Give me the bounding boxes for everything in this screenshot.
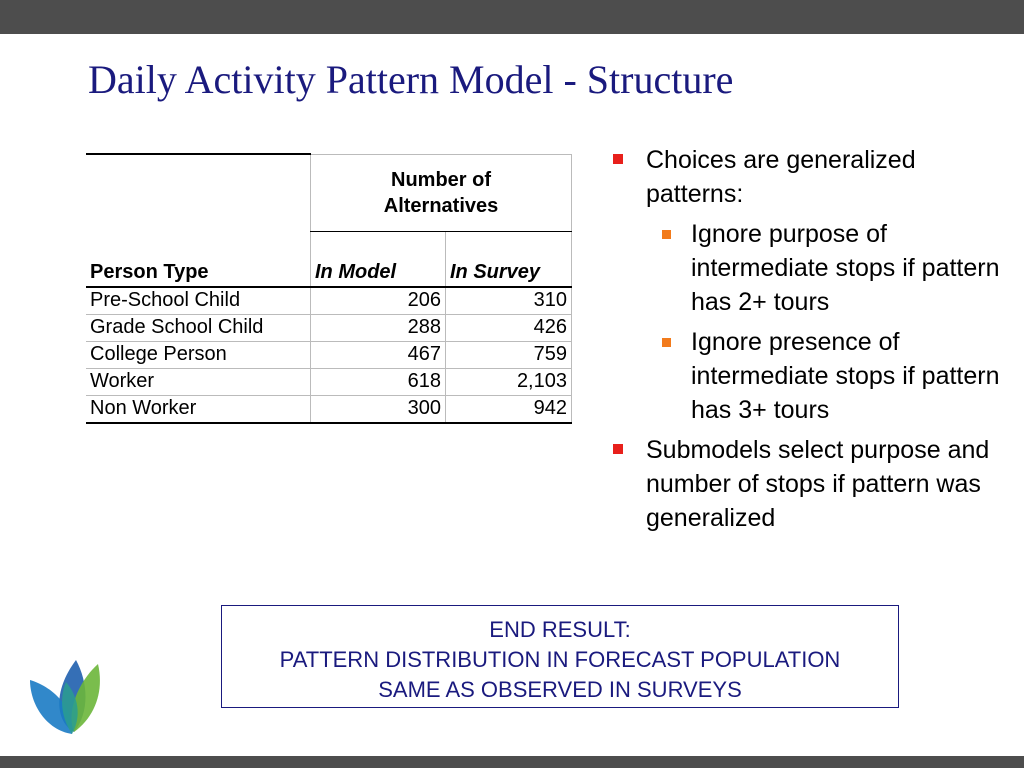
header-group-text: Number of Alternatives (383, 168, 499, 217)
cell-in-survey: 942 (446, 395, 572, 423)
sub-bullet-item (608, 217, 1008, 319)
result-line-1: END RESULT: (489, 617, 631, 642)
bottom-bar (0, 756, 1024, 768)
table-row (86, 341, 572, 368)
bullet-list (608, 143, 1008, 541)
sub-bullet-item (608, 325, 1008, 427)
cell-in-survey: 426 (446, 314, 572, 341)
bullet-text: Choices are generalized patterns: (646, 146, 916, 208)
table-row (86, 368, 572, 395)
table-row (86, 395, 572, 423)
slide-title: Daily Activity Pattern Model - Structure (88, 57, 734, 102)
result-line-3: SAME AS OBSERVED IN SURVEYS (378, 677, 742, 702)
header-person-type: Person Type (86, 154, 311, 287)
person-type-table (86, 153, 572, 424)
square-bullet-icon (613, 444, 623, 454)
bullet-text: Submodels select purpose and number of stops if pattern was generalized (646, 436, 990, 532)
header-in-survey: In Survey (446, 231, 572, 287)
cell-in-model: 288 (311, 314, 446, 341)
cell-in-survey: 759 (446, 341, 572, 368)
square-bullet-icon (613, 154, 623, 164)
cell-person-type: Grade School Child (86, 314, 311, 341)
table-row (86, 287, 572, 315)
bullet-item (608, 143, 1008, 211)
header-in-model: In Model (311, 231, 446, 287)
result-line-2: PATTERN DISTRIBUTION IN FORECAST POPULATION (279, 647, 841, 672)
table-row (86, 314, 572, 341)
header-number-of-alternatives (311, 154, 572, 231)
end-result-box (221, 605, 899, 708)
cell-person-type: College Person (86, 341, 311, 368)
cell-person-type: Worker (86, 368, 311, 395)
leaf-logo-icon (26, 652, 102, 736)
square-bullet-icon (662, 230, 671, 239)
cell-in-model: 618 (311, 368, 446, 395)
top-bar (0, 0, 1024, 34)
table-header-row (86, 154, 572, 231)
cell-in-survey: 310 (446, 287, 572, 315)
cell-person-type: Pre-School Child (86, 287, 311, 315)
cell-in-model: 300 (311, 395, 446, 423)
sub-bullet-text: Ignore purpose of intermediate stops if pattern has 2+ tours (691, 220, 1000, 316)
bullet-item (608, 433, 1008, 535)
cell-in-survey: 2,103 (446, 368, 572, 395)
cell-person-type: Non Worker (86, 395, 311, 423)
cell-in-model: 467 (311, 341, 446, 368)
sub-bullet-text: Ignore presence of intermediate stops if pattern has 3+ tours (691, 328, 1000, 424)
square-bullet-icon (662, 338, 671, 347)
cell-in-model: 206 (311, 287, 446, 315)
